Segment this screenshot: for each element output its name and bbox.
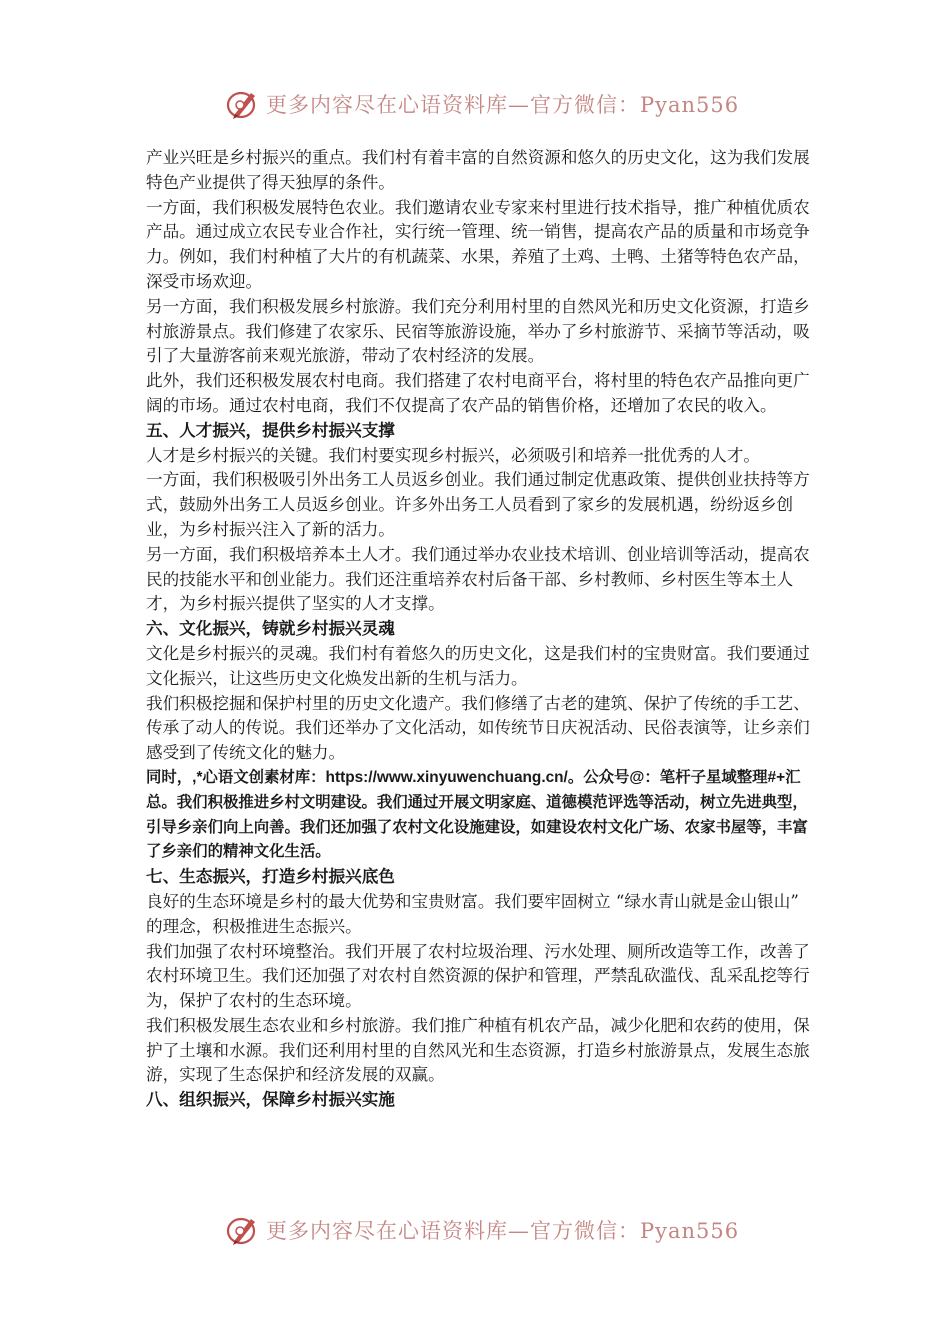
paragraph: 另一方面，我们积极发展乡村旅游。我们充分利用村里的自然风光和历史文化资源，打造乡村旅游景点。我们修建了农家乐、民宿等旅游设施，举办了乡村旅游节、采摘节等活动，吸引了大量游客前来观光旅游，带动了农村经济的发展。 (146, 296, 810, 366)
header-banner (0, 84, 950, 124)
paragraph: 一方面，我们积极发展特色农业。我们邀请农业专家来村里进行技术指导，推广种植优质农产品。通过成立农民专业合作社，实行统一管理、统一销售，提高农产品的质量和市场竞争力。例如，我们村种植了大片的有机蔬菜、水果，养殖了土鸡、土鸭、土猪等特色农产品，深受市场欢迎。 (146, 197, 810, 291)
paragraph: 我们加强了农村环境整治。我们开展了农村垃圾治理、污水处理、厕所改造等工作，改善了农村环境卫生。我们还加强了对农村自然资源的保护和管理，严禁乱砍滥伐、乱采乱挖等行为，保护了农村的生态环境。 (146, 941, 810, 1011)
paragraph: 产业兴旺是乡村振兴的重点。我们村有着丰富的自然资源和悠久的历史文化，这为我们发展特色产业提供了得天独厚的条件。 (146, 148, 810, 192)
paragraph: 一方面，我们积极吸引外出务工人员返乡创业。我们通过制定优惠政策、提供创业扶持等方式，鼓励外出务工人员返乡创业。许多外出务工人员看到了家乡的发展机遇，纷纷返乡创业，为乡村振兴注入了新的活力。 (146, 470, 810, 539)
paragraph: 另一方面，我们积极培养本土人才。我们通过举办农业技术培训、创业培训等活动，提高农民的技能水平和创业能力。我们还注重培养农村后备干部、乡村教师、乡村医生等本土人才，为乡村振兴提供了坚实的人才支撑。 (146, 544, 810, 614)
paragraph-inserted-notice: 同时，,*心语文创素材库：https://www.xinyuwenchuang.cn/。公众号@：笔杆子星域整理#+汇总。我们积极推进乡村文明建设。我们通过开展文明家庭、道德模范评选等活动，树立先进典型，引导乡亲们向上向善。我们还加强了农村文化设施建设，如建设农村文化广场、农家书屋等，丰富了乡亲们的精神文化生活。 (146, 768, 808, 861)
pen-logo-icon (226, 1213, 260, 1247)
footer-banner-text: 更多内容尽在心语资料库—官方微信：Pyan556 (266, 1219, 740, 1243)
header-banner-text: 更多内容尽在心语资料库—官方微信：Pyan556 (266, 93, 740, 117)
paragraph: 良好的生态环境是乡村的最大优势和宝贵财富。我们要牢固树立 “绿水青山就是金山银山” 的理念，积极推进生态振兴。 (146, 891, 799, 936)
document-body (146, 146, 818, 1113)
section-heading: 七、生态振兴，打造乡村振兴底色 (146, 867, 395, 887)
paragraph: 此外，我们还积极发展农村电商。我们搭建了农村电商平台，将村里的特色农产品推向更广阔的市场。通过农村电商，我们不仅提高了农产品的销售价格，还增加了农民的收入。 (146, 371, 810, 415)
section-heading: 六、文化振兴，铸就乡村振兴灵魂 (146, 619, 395, 639)
paragraph: 我们积极挖掘和保护村里的历史文化遗产。我们修缮了古老的建筑、保护了传统的手工艺、传承了动人的传说。我们还举办了文化活动，如传统节日庆祝活动、民俗表演等，让乡亲们感受到了传统文化的魅力。 (146, 693, 810, 763)
footer-banner (0, 1210, 950, 1250)
paragraph: 文化是乡村振兴的灵魂。我们村有着悠久的历史文化，这是我们村的宝贵财富。我们要通过文化振兴，让这些历史文化焕发出新的生机与活力。 (146, 643, 810, 688)
pen-logo-icon (226, 87, 260, 121)
paragraph: 我们积极发展生态农业和乡村旅游。我们推广种植有机农产品，减少化肥和农药的使用，保护了土壤和水源。我们还利用村里的自然风光和生态资源，打造乡村旅游景点，发展生态旅游，实现了生态保护和经济发展的双赢。 (146, 1015, 810, 1085)
section-heading: 八、组织振兴，保障乡村振兴实施 (146, 1090, 395, 1110)
paragraph: 人才是乡村振兴的关键。我们村要实现乡村振兴，必须吸引和培养一批优秀的人才。 (146, 445, 760, 465)
section-heading: 五、人才振兴，提供乡村振兴支撑 (146, 420, 395, 440)
